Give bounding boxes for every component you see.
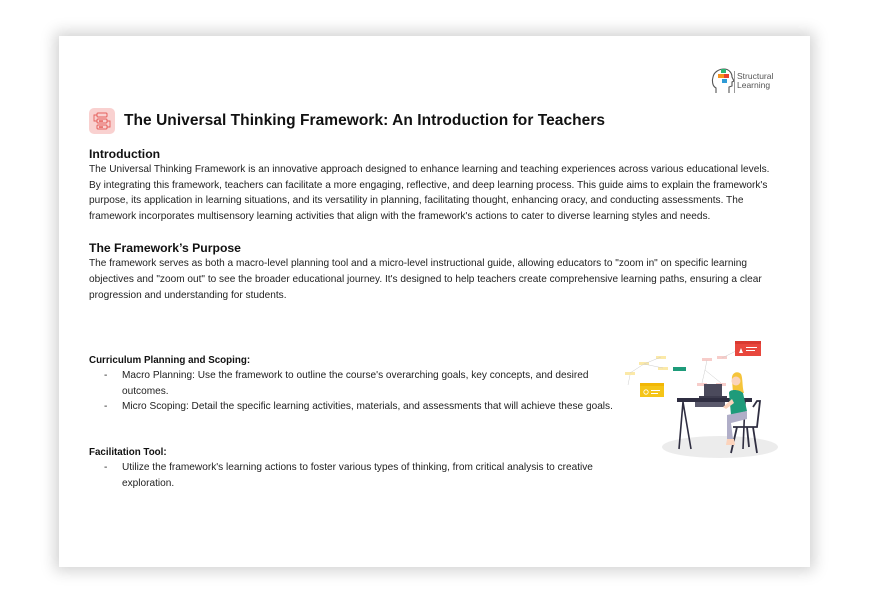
document-page (59, 36, 810, 567)
subsection-curriculum-planning (89, 354, 629, 415)
list-item-text: Macro Planning: Use the framework to outline the course's overarching goals, key concepts, and desired outcomes. (122, 370, 589, 397)
document-title: The Universal Thinking Framework: An Introduction for Teachers (124, 112, 606, 129)
list-item (89, 460, 629, 491)
list-item-text: Utilize the framework's learning actions to foster various types of thinking, from critical analysis to creative exploration. (122, 462, 593, 489)
subsection-heading-facilitation: Facilitation Tool: (89, 447, 167, 458)
bullet-dash: - (104, 462, 108, 473)
bullet-dash: - (104, 370, 108, 381)
logo-wordmark (737, 72, 773, 90)
document-title-row (89, 107, 605, 135)
section-heading-introduction: Introduction (89, 147, 161, 161)
teacher-at-desk-planning-illustration (625, 335, 785, 465)
logo-line-1: Structural (737, 71, 774, 81)
section-body-purpose: The framework serves as both a macro-level planning tool and a micro-level instructional guide, allowing educators to "zoom in" on specific learning objectives and "zoom out" to see the broader educational journey. It's designed to help teachers create comprehensive learning paths, ensuring a clear progression and understanding for students. (89, 258, 762, 301)
bullet-dash: - (104, 401, 108, 413)
list-item (89, 368, 629, 399)
section-heading-purpose: The Framework’s Purpose (89, 241, 241, 256)
bullet-list-curriculum (89, 368, 629, 415)
logo-line-2: Learning (737, 80, 771, 90)
list-item-text: Micro Scoping: Detail the specific learning activities, materials, and assessments that will achieve these goals. (122, 401, 613, 413)
logo-divider (734, 71, 735, 93)
structural-learning-logo (710, 66, 782, 98)
document-body (89, 146, 779, 303)
subsection-facilitation-tool (89, 446, 629, 491)
list-item (89, 399, 629, 415)
subsection-heading-curriculum: Curriculum Planning and Scoping: (89, 355, 251, 366)
framework-diagram-icon (89, 108, 115, 134)
bullet-list-facilitation (89, 460, 629, 491)
head-with-blocks-icon (710, 66, 736, 98)
section-body-introduction: The Universal Thinking Framework is an innovative approach designed to enhance learning and teaching experiences across various educational levels. By integrating this framework, teachers can facilitate a more engaging, reflective, and deep learning process. This guide aims to explain the framework's purpose, its application in learning situations, and its versatility in planning, facilitating thought, enhancing oracy, and conducting assessments. The framework incorporates multisensory learning activities that align with the framework's actions to cater to diverse learning styles and needs. (89, 164, 770, 222)
